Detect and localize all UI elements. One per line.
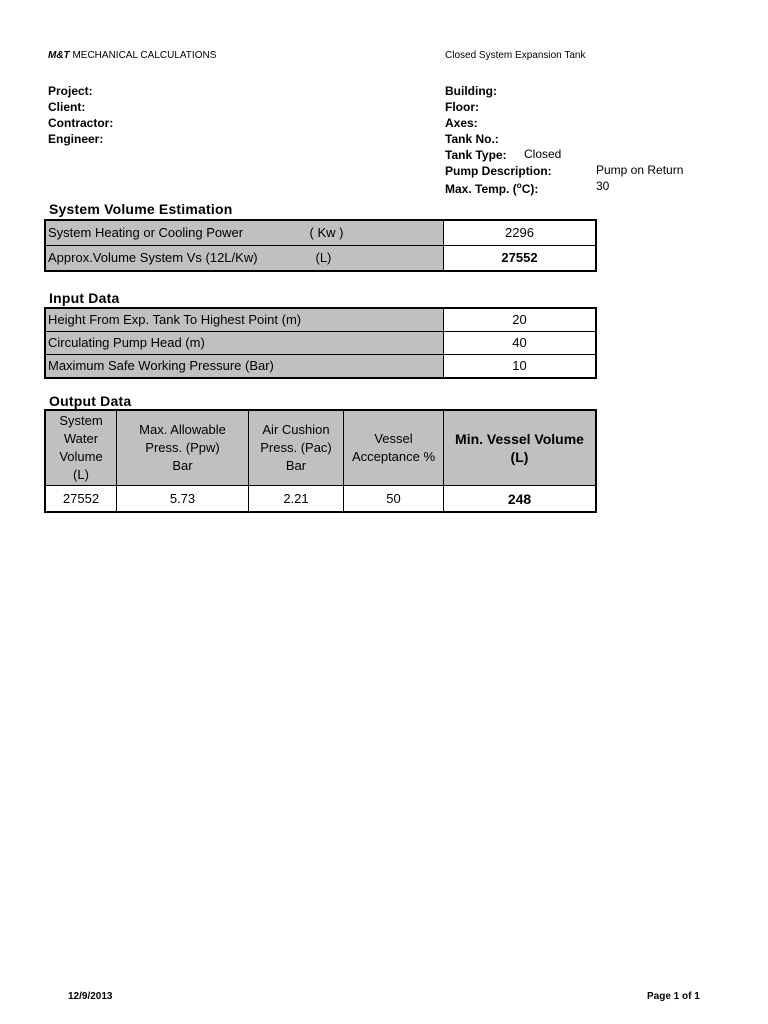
company-name-rest: MECHANICAL CALCULATIONS	[69, 50, 217, 61]
input-data-title: Input Data	[49, 290, 120, 306]
system-volume-label-cell	[46, 246, 444, 271]
max-temp-label-prefix: Max. Temp. (	[445, 182, 517, 196]
header-line: Acceptance %	[351, 449, 436, 464]
axes-label: Axes:	[445, 116, 478, 130]
table-row	[46, 332, 596, 355]
system-water-volume-value: 27552	[46, 486, 117, 512]
table-row	[46, 309, 596, 332]
header-line: Water	[63, 431, 99, 446]
output-data-table	[45, 410, 596, 512]
sheet-title: Closed System Expansion Tank	[445, 50, 586, 61]
max-pressure-value: 10	[444, 355, 596, 378]
max-temp-label	[445, 181, 538, 196]
header-line: Bar	[172, 458, 193, 473]
max-temp-value: 30	[596, 179, 610, 193]
vessel-acceptance-value: 50	[344, 486, 444, 512]
min-vessel-volume-value: 248	[444, 486, 596, 512]
system-power-label-cell	[46, 221, 444, 246]
header-line: Volume	[59, 449, 103, 464]
system-volume-label: Approx.Volume System Vs (12L/Kw)	[48, 250, 258, 265]
height-label: Height From Exp. Tank To Highest Point (m)	[46, 309, 444, 332]
header-line: Min. Vessel Volume	[455, 431, 584, 447]
output-header-row	[46, 411, 596, 486]
header-line: Vessel	[374, 431, 413, 446]
client-label: Client:	[48, 100, 86, 114]
max-pressure-label: Maximum Safe Working Pressure (Bar)	[46, 355, 444, 378]
header-line: Air Cushion	[262, 422, 330, 437]
pump-description-value: Pump on Return	[596, 163, 684, 177]
pump-head-label: Circulating Pump Head (m)	[46, 332, 444, 355]
table-row	[46, 221, 596, 246]
footer-page-number: Page 1 of 1	[647, 991, 700, 1002]
col-header-min-vessel-volume	[444, 411, 596, 486]
tank-no-label: Tank No.:	[445, 132, 499, 146]
max-allowable-press-value: 5.73	[117, 486, 249, 512]
system-power-value: 2296	[444, 221, 596, 246]
col-header-vessel-acceptance	[344, 411, 444, 486]
system-power-unit: ( Kw )	[309, 225, 344, 240]
building-label: Building:	[445, 84, 497, 98]
max-temp-label-suffix: C):	[521, 182, 539, 196]
col-header-system-volume	[46, 411, 117, 486]
table-row	[46, 486, 596, 512]
pump-description-label: Pump Description:	[445, 164, 552, 178]
degree-symbol: o	[516, 181, 522, 190]
system-power-label: System Heating or Cooling Power	[48, 225, 244, 240]
company-brand: M&T	[48, 50, 70, 61]
col-header-max-allowable-press	[117, 411, 249, 486]
company-name	[48, 50, 216, 61]
header-line: Press. (Ppw)	[145, 440, 220, 455]
header-line: System	[59, 413, 103, 428]
project-label: Project:	[48, 84, 93, 98]
pump-head-value: 40	[444, 332, 596, 355]
contractor-label: Contractor:	[48, 116, 114, 130]
system-volume-unit: (L)	[315, 250, 332, 265]
floor-label: Floor:	[445, 100, 479, 114]
tank-type-label: Tank Type:	[445, 148, 507, 162]
system-volume-value: 27552	[444, 246, 596, 271]
table-row	[46, 246, 596, 271]
header-line: (L)	[73, 467, 89, 482]
header-line: Press. (Pac)	[260, 440, 332, 455]
air-cushion-press-value: 2.21	[249, 486, 344, 512]
system-volume-title: System Volume Estimation	[49, 201, 233, 217]
header-line: Max. Allowable	[139, 422, 226, 437]
height-value: 20	[444, 309, 596, 332]
header-line: Bar	[285, 458, 307, 473]
system-volume-table	[45, 220, 596, 271]
table-row	[46, 355, 596, 378]
footer-date: 12/9/2013	[68, 991, 113, 1002]
input-data-table	[45, 308, 596, 378]
engineer-label: Engineer:	[48, 132, 104, 146]
tank-type-value: Closed	[524, 147, 562, 161]
header-line: (L)	[510, 449, 529, 465]
col-header-air-cushion-press	[249, 411, 344, 486]
output-data-title: Output Data	[49, 393, 132, 409]
